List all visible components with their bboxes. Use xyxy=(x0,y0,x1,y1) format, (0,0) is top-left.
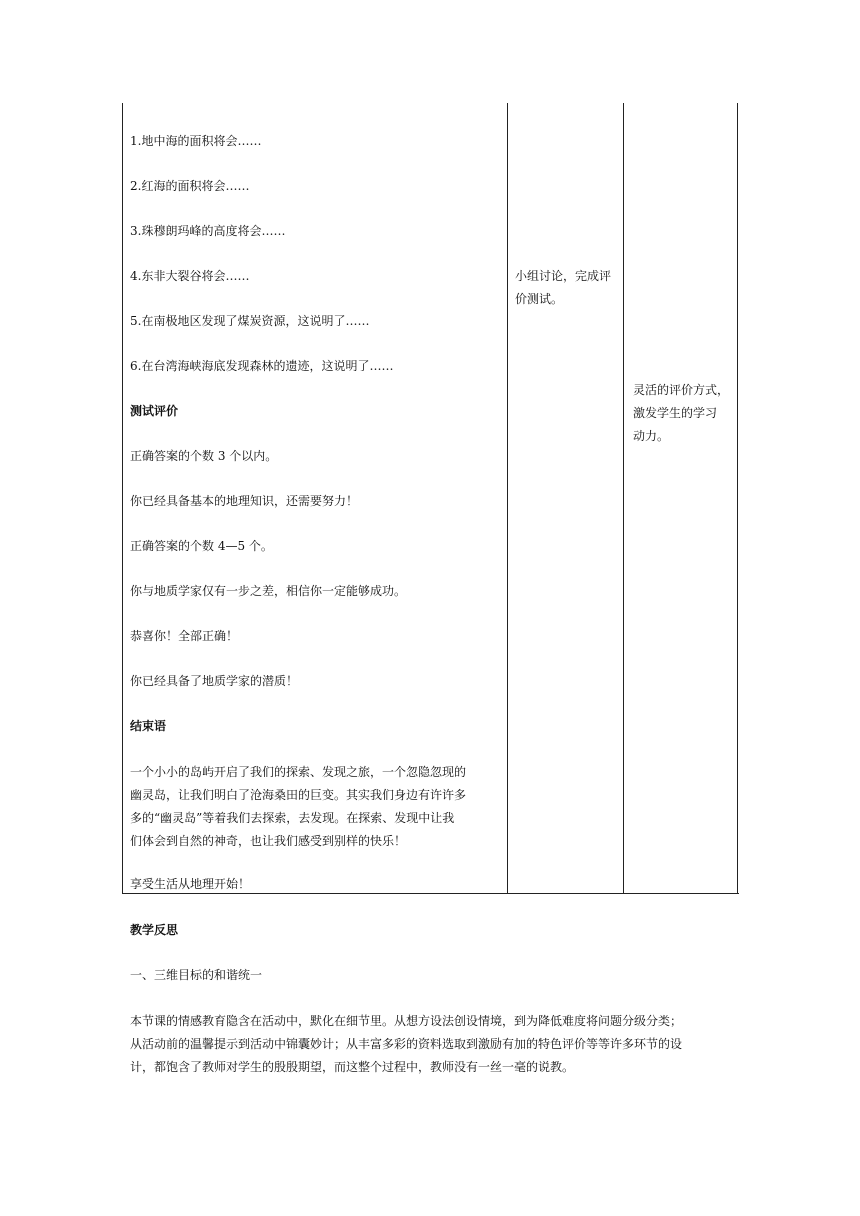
closing-heading: 结束语 xyxy=(130,719,167,733)
test-line-1: 正确答案的个数 3 个以内。 xyxy=(130,449,278,463)
table-border-right xyxy=(737,103,738,894)
design-intent-line-1: 灵活的评价方式， xyxy=(633,383,730,397)
closing-line-2: 幽灵岛，让我们明白了沧海桑田的巨变。其实我们身边有许许多 xyxy=(130,788,467,802)
closing-line-4: 们体会到自然的神奇，也让我们感受到别样的快乐！ xyxy=(130,834,407,848)
test-line-2: 你已经具备基本的地理知识，还需要努力！ xyxy=(130,494,359,508)
question-item-4: 4.东非大裂谷将会…… xyxy=(130,269,250,283)
design-intent-line-3: 动力。 xyxy=(633,429,670,443)
question-item-1: 1.地中海的面积将会…… xyxy=(130,134,262,148)
table-border-left xyxy=(122,103,123,894)
test-line-3: 正确答案的个数 4—5 个。 xyxy=(130,539,273,553)
table-divider-1 xyxy=(507,103,508,894)
reflection-heading: 教学反思 xyxy=(130,923,179,937)
closing-line-1: 一个小小的岛屿开启了我们的探索、发现之旅，一个忽隐忽现的 xyxy=(130,765,467,779)
reflection-body-line-3: 计，都饱含了教师对学生的殷殷期望，而这整个过程中，教师没有一丝一毫的说教。 xyxy=(130,1060,575,1074)
question-item-3: 3.珠穆朗玛峰的高度将会…… xyxy=(130,224,286,238)
closing-last-line: 享受生活从地理开始！ xyxy=(130,877,251,891)
table-border-bottom xyxy=(122,893,739,894)
table-divider-2 xyxy=(623,103,624,894)
question-item-5: 5.在南极地区发现了煤炭资源，这说明了…… xyxy=(130,314,370,328)
test-line-4: 你与地质学家仅有一步之差，相信你一定能够成功。 xyxy=(130,584,407,598)
test-evaluation-heading: 测试评价 xyxy=(130,404,179,418)
reflection-body-line-2: 从活动前的温馨提示到活动中锦囊妙计；从丰富多彩的资料选取到激励有加的特色评价等等许多环节的设 xyxy=(130,1037,683,1051)
test-line-5: 恭喜你！全部正确！ xyxy=(130,629,239,643)
question-item-2: 2.红海的面积将会…… xyxy=(130,179,250,193)
group-activity-line-2: 价测试。 xyxy=(515,292,564,306)
closing-line-3: 多的“幽灵岛”等着我们去探索，去发现。在探索、发现中让我 xyxy=(130,811,455,825)
question-item-6: 6.在台湾海峡海底发现森林的遗迹，这说明了…… xyxy=(130,359,394,373)
reflection-subheading: 一、三维目标的和谐统一 xyxy=(130,968,263,982)
test-line-6: 你已经具备了地质学家的潜质！ xyxy=(130,674,299,688)
group-activity-line-1: 小组讨论，完成评 xyxy=(515,269,612,283)
design-intent-line-2: 激发学生的学习 xyxy=(633,406,718,420)
reflection-body-line-1: 本节课的情感教育隐含在活动中，默化在细节里。从想方设法创设情境，到为降低难度将问题分级分类； xyxy=(130,1014,683,1028)
